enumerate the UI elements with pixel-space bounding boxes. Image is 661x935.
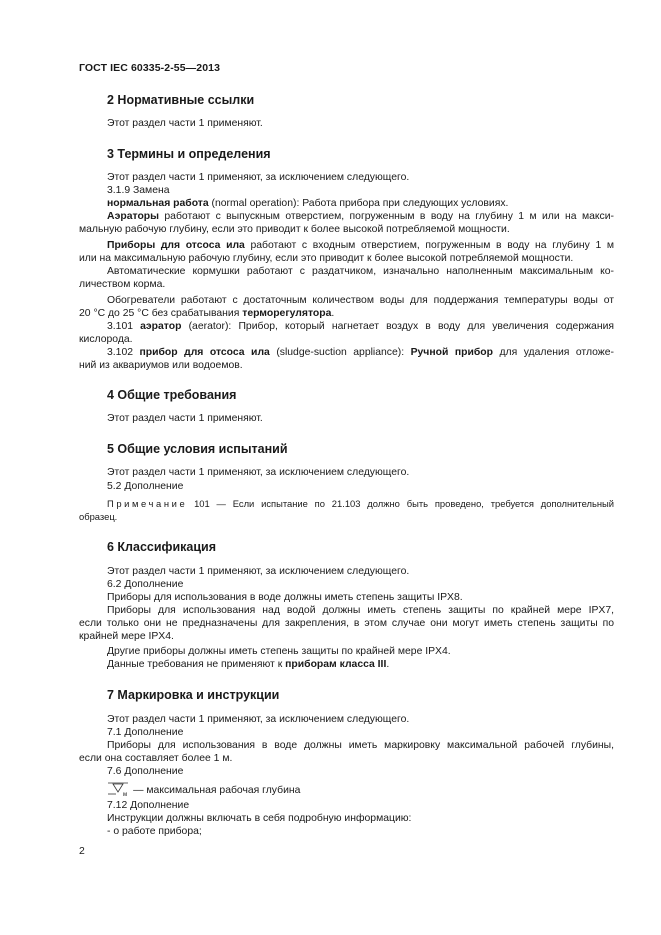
heaters-text: Обогреватели работают с достаточным количеством воды для поддержания температуры воды от — [107, 295, 614, 306]
clause-6-2: 6.2 Дополнение — [107, 579, 184, 590]
section-2-title: 2 Нормативные ссылки — [107, 93, 255, 107]
clause-3-102-line-2: ний из аквариумов или водоемов. — [79, 360, 243, 371]
max-depth-line-1 — [79, 739, 614, 752]
note-101-line-2: образец. — [79, 511, 118, 522]
section-3-title: 3 Термины и определения — [107, 147, 271, 161]
section-7-title: 7 Маркировка и инструкции — [107, 688, 280, 702]
class-iii-plain: . — [386, 659, 390, 670]
note-101-line-1 — [79, 497, 614, 510]
instructions-text: Инструкции должны включать в себя подробную информацию: — [107, 813, 412, 824]
term-bold: прибор для отсоса ила — [139, 347, 270, 358]
section-4-text: Этот раздел части 1 применяют. — [107, 413, 263, 424]
note-label: Примечание — [107, 498, 188, 509]
clause-number: 3.102 — [107, 347, 140, 358]
clause-3-1-9: 3.1.9 Замена — [107, 185, 170, 196]
term-text: (sludge-suction appliance): — [269, 347, 411, 358]
note-text: 101 — Если испытание по 21.103 должно быть проведено, требуется дополнительный — [187, 498, 614, 509]
clause-number: 3.101 — [107, 321, 141, 332]
unit-subscript: м — [123, 791, 128, 798]
feeders-text: Автоматические кормушки работают с раздатчиком, изначально наполненным максимальным ко- — [107, 266, 614, 277]
term-bold: нормальная работа — [107, 198, 209, 209]
clause-3-101-line-2: кислорода. — [79, 334, 133, 345]
sludge-line-2: или на максимальную рабочую глубину, если это приводит к более высокой потребляемой мощности. — [79, 253, 574, 264]
class-iii-plain: Данные требования не применяют к — [107, 659, 286, 670]
section-6-text: Этот раздел части 1 применяют, за исключением следующего. — [107, 566, 410, 577]
clause-7-6: 7.6 Дополнение — [107, 766, 184, 777]
term-text: работают с выпускным отверстием, погруженным в воду на глубину 1 м или на макси- — [159, 211, 614, 222]
section-4-title: 4 Общие требования — [107, 388, 237, 402]
document-header: ГОСТ IEC 60335-2-55—2013 — [79, 62, 221, 74]
term-text: (normal operation): Работа прибора при следующих условиях. — [208, 198, 509, 209]
normal-operation-def — [107, 197, 508, 210]
term-bold: Приборы для отсоса ила — [107, 240, 245, 251]
section-5-title: 5 Общие условия испытаний — [107, 442, 288, 456]
clause-7-12: 7.12 Дополнение — [107, 800, 190, 811]
clause-3-102-line-1 — [79, 346, 614, 359]
term-text: (aerator): Прибор, который нагнетает воздух в воду для увеличения содержания — [181, 321, 614, 332]
term-bold: терморегулятора — [242, 308, 332, 319]
clause-5-2: 5.2 Дополнение — [107, 481, 184, 492]
feeders-line-2: личеством корма. — [79, 279, 166, 290]
ipx7-text: Приборы для использования над водой должны иметь степень защиты по крайней мере IPX7, — [107, 605, 614, 616]
aerators-line-2: мальную рабочую глубину, если это приводит к более высокой потребляемой мощности. — [79, 224, 510, 235]
clause-7-1: 7.1 Дополнение — [107, 727, 184, 738]
ipx7-line-1 — [79, 604, 614, 617]
ipx7-line-2: если только они не предназначены для закрепления, в этом случае они могут иметь степень защиты по — [79, 618, 614, 629]
max-depth-text: Приборы для использования в воде должны иметь маркировку максимальной рабочей глубины, — [107, 740, 614, 751]
max-depth-line-2: если она составляет более 1 м. — [79, 753, 233, 764]
ipx7-line-3: крайней мере IPX4. — [79, 631, 174, 642]
heaters-line-1 — [79, 294, 614, 307]
feeders-line-1 — [79, 265, 614, 278]
term-bold: Ручной прибор — [410, 347, 493, 358]
term-bold: приборам класса III — [285, 659, 387, 670]
section-3-text: Этот раздел части 1 применяют, за исключением следующего. — [107, 172, 410, 183]
class-iii-text — [107, 658, 389, 671]
heaters-text: 20 °С до 25 °С без срабатывания — [79, 308, 243, 319]
clause-3-101-line-1 — [79, 320, 614, 333]
heaters-line-2 — [79, 307, 334, 320]
page-number: 2 — [79, 846, 85, 857]
sludge-line-1 — [79, 239, 614, 252]
aerators-line-1 — [79, 210, 614, 223]
section-2-text: Этот раздел части 1 применяют. — [107, 118, 263, 129]
instructions-item: - о работе прибора; — [107, 826, 202, 837]
term-text: для удаления отложе- — [492, 347, 614, 358]
section-6-title: 6 Классификация — [107, 540, 217, 554]
term-bold: аэратор — [140, 321, 182, 332]
depth-symbol-text: — максимальная рабочая глубина — [133, 784, 301, 796]
section-5-text: Этот раздел части 1 применяют, за исключением следующего. — [107, 467, 410, 478]
ipx8-text: Приборы для использования в воде должны иметь степень защиты IPX8. — [107, 592, 463, 603]
term-bold: Аэраторы — [107, 211, 160, 222]
ipx4-text: Другие приборы должны иметь степень защиты по крайней мере IPX4. — [107, 646, 451, 657]
heaters-text: . — [331, 308, 335, 319]
section-7-text: Этот раздел части 1 применяют, за исключением следующего. — [107, 714, 410, 725]
term-text: работают с входным отверстием, погруженным в воду на глубину 1 м — [244, 240, 615, 251]
